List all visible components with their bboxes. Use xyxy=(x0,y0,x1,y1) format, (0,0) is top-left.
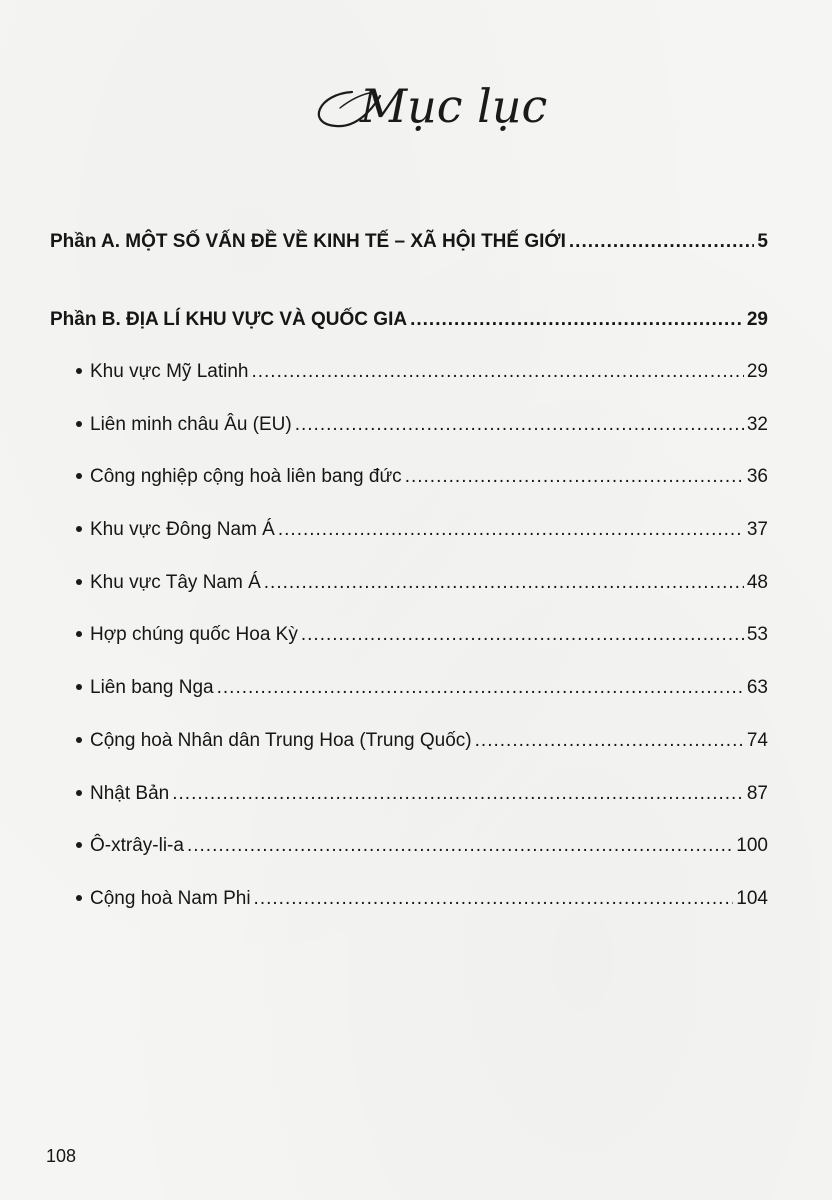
toc-entry-page: 104 xyxy=(736,887,768,909)
toc-entry[interactable] xyxy=(50,662,768,715)
toc-entry-label: Cộng hoà Nhân dân Trung Hoa (Trung Quốc) xyxy=(90,729,472,751)
page-number: 108 xyxy=(46,1146,77,1166)
toc-entry-page: 87 xyxy=(746,782,768,804)
bullet-icon xyxy=(76,737,82,743)
bullet-icon xyxy=(76,790,82,796)
toc-part-a-label: Phần A. MỘT SỐ VẤN ĐỀ VỀ KINH TẾ – XÃ HỘI THẾ GIỚI xyxy=(50,231,566,252)
toc-entry[interactable] xyxy=(50,715,768,768)
bullet-icon xyxy=(76,421,82,427)
dot-leader xyxy=(569,222,755,262)
toc-entry-page: 37 xyxy=(746,519,768,541)
toc-entry-label: Công nghiệp cộng hoà liên bang đức xyxy=(90,466,402,488)
toc-entry-page: 63 xyxy=(746,677,768,699)
bullet-icon xyxy=(76,631,82,637)
toc-entry-label: Liên bang Nga xyxy=(90,677,214,699)
toc-title-text: Mục lục xyxy=(360,79,548,133)
toc-entry-page: 48 xyxy=(746,571,768,593)
toc-part-b-page: 29 xyxy=(746,309,768,330)
toc-entry-page: 36 xyxy=(746,466,768,488)
toc-entry[interactable] xyxy=(50,451,768,504)
toc-entry-label: Khu vực Mỹ Latinh xyxy=(90,361,249,382)
toc-part-b-label: Phần B. ĐỊA LÍ KHU VỰC VÀ QUỐC GIA xyxy=(50,309,408,330)
toc-entry-page: 74 xyxy=(746,729,768,751)
bullet-icon xyxy=(76,526,82,532)
bullet-icon xyxy=(76,579,82,585)
toc-entry[interactable] xyxy=(50,346,768,399)
dot-leader xyxy=(187,820,733,873)
toc-entry[interactable] xyxy=(50,609,768,662)
dot-leader xyxy=(217,662,744,715)
bullet-icon xyxy=(76,895,82,901)
dot-leader xyxy=(264,557,744,610)
toc-entry-label: Ô-xtrây-li-a xyxy=(90,835,184,857)
dot-leader xyxy=(251,346,743,399)
dot-leader xyxy=(172,768,744,821)
toc-entry-label: Cộng hoà Nam Phi xyxy=(90,887,251,909)
toc-entry[interactable] xyxy=(50,399,768,452)
toc-entry[interactable] xyxy=(50,768,768,821)
bullet-icon xyxy=(76,842,82,848)
toc-part-a-page: 5 xyxy=(757,231,768,252)
dot-leader xyxy=(278,504,744,557)
toc-entry-page: 53 xyxy=(746,624,768,646)
toc-entry[interactable] xyxy=(50,820,768,873)
toc-title-script xyxy=(0,68,832,148)
toc-entry-label: Nhật Bản xyxy=(90,782,170,804)
bullet-icon xyxy=(76,684,82,690)
dot-leader xyxy=(475,715,744,768)
toc-part-b[interactable] xyxy=(50,300,768,340)
toc-entry-label: Khu vực Đông Nam Á xyxy=(90,519,275,541)
dot-leader xyxy=(254,873,734,926)
toc-entry-page: 100 xyxy=(736,835,768,857)
dot-leader xyxy=(295,399,744,452)
toc-entry[interactable] xyxy=(50,873,768,926)
bullet-icon xyxy=(76,473,82,479)
toc-part-a[interactable] xyxy=(50,222,768,262)
toc-entry-label: Khu vực Tây Nam Á xyxy=(90,571,261,593)
toc-entry-label: Liên minh châu Âu (EU) xyxy=(90,413,292,435)
dot-leader xyxy=(405,451,744,504)
bullet-icon xyxy=(76,368,82,374)
table-of-contents xyxy=(50,222,768,926)
dot-leader xyxy=(410,300,744,340)
toc-entry[interactable] xyxy=(50,557,768,610)
toc-entry-page: 29 xyxy=(746,361,768,382)
toc-entry-page: 32 xyxy=(746,413,768,435)
toc-entry[interactable] xyxy=(50,504,768,557)
toc-title xyxy=(0,68,832,148)
toc-entry-label: Hợp chúng quốc Hoa Kỳ xyxy=(90,624,298,646)
dot-leader xyxy=(301,609,744,662)
